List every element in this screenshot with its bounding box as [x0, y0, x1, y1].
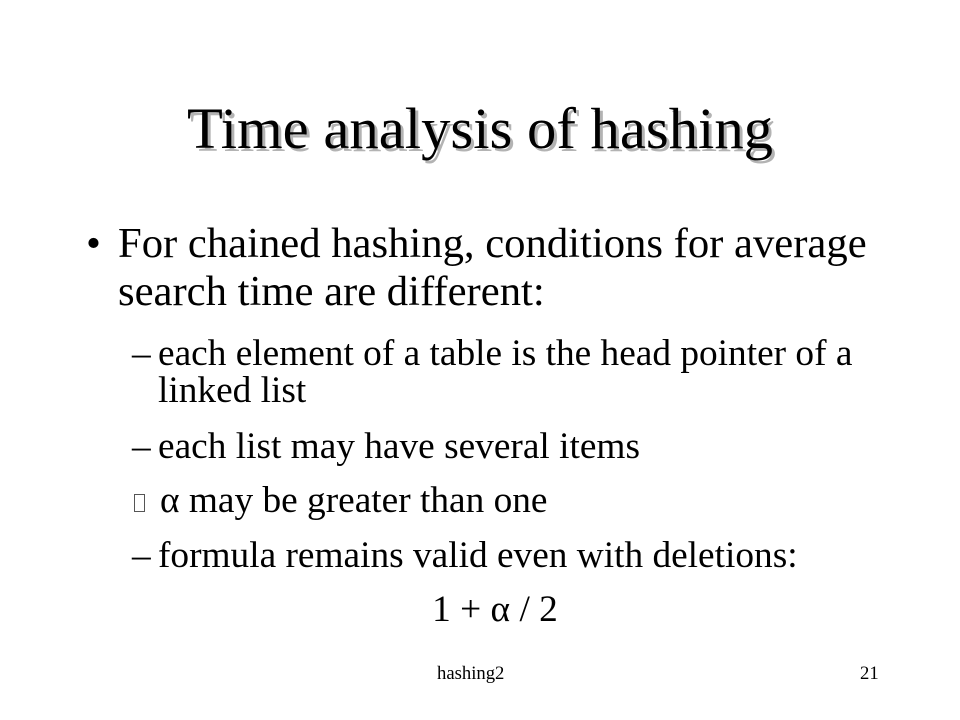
bullet-marker: •	[86, 220, 101, 267]
sub-bullet-text-line: linked list	[158, 370, 307, 411]
footer-label: hashing2	[437, 663, 505, 684]
sub-bullet-text-line: each list may have several items	[158, 426, 640, 467]
formula: 1 + α / 2	[432, 589, 558, 630]
sub-bullet-text-line: α may be greater than one	[160, 480, 548, 521]
sub-bullet-text-line: each element of a table is the head pointer of a	[158, 333, 853, 374]
dash-marker: –	[132, 333, 151, 374]
bullet-text-line: search time are different:	[118, 268, 545, 315]
sub-bullet-text-line: formula remains valid even with deletions:	[158, 535, 798, 576]
bullet-text-line: For chained hashing, conditions for average	[118, 220, 867, 267]
missing-glyph-box-icon	[134, 494, 145, 512]
dash-marker: –	[132, 426, 151, 467]
slide-title: Time analysis of hashing	[186, 96, 774, 161]
dash-marker: –	[132, 535, 151, 576]
slide-number: 21	[860, 663, 879, 684]
